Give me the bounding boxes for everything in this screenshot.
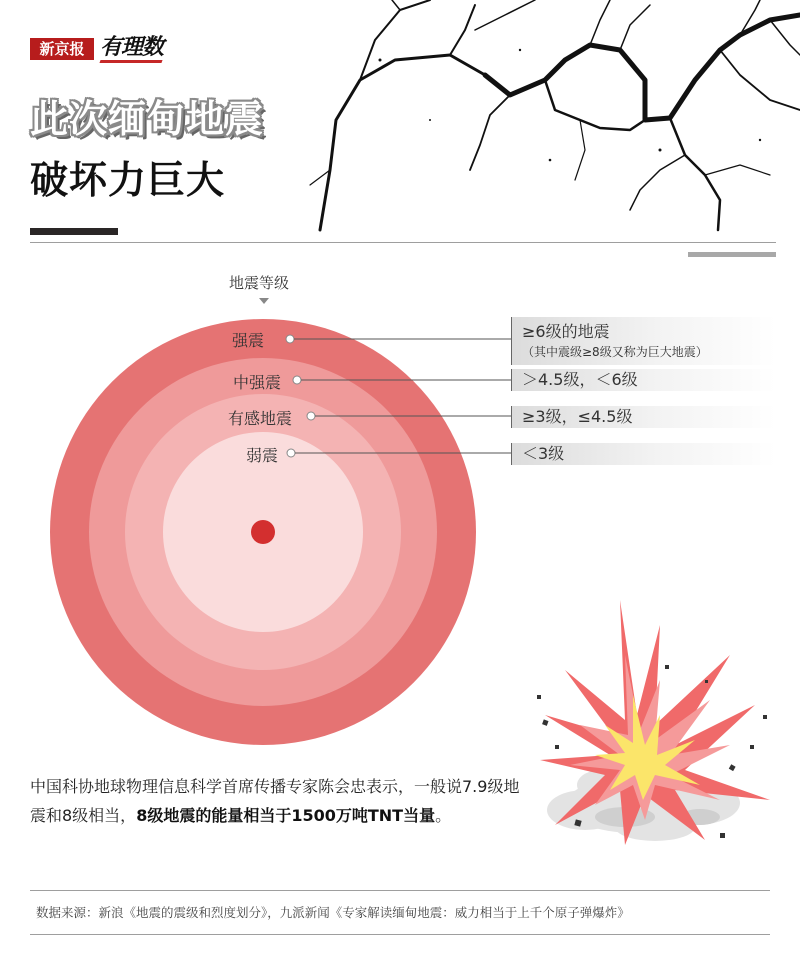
brand-logo: 新京报: [30, 38, 94, 60]
crack-illustration: [300, 0, 800, 235]
title-line-1: 此次缅甸地震: [30, 97, 265, 141]
brand-column: 有理数: [100, 34, 164, 60]
down-arrow-icon: [259, 298, 269, 304]
range-strong-text: ≥6级的地震: [522, 322, 610, 341]
leader-lines: [290, 330, 520, 465]
footer-divider-top: [30, 890, 770, 891]
description-end: 。: [435, 806, 452, 825]
explosion-illustration: [525, 595, 780, 855]
level-name-mid: 中强震: [233, 373, 282, 392]
title-line-2: 破坏力巨大: [30, 158, 226, 202]
range-mid: ＞4.5级，＜6级: [511, 369, 776, 391]
level-name-weak: 弱震: [246, 446, 279, 465]
brand-underline: [99, 60, 162, 63]
epicenter-dot: [251, 520, 275, 544]
footer-divider-bottom: [30, 934, 770, 935]
level-name-felt: 有感地震: [228, 409, 293, 428]
divider-accent: [688, 252, 776, 257]
data-source: 数据来源：新浪《地震的震级和烈度划分》，九派新闻《专家解读缅甸地震：威力相当于上千个原子弹爆炸》: [36, 905, 630, 920]
divider-line: [30, 242, 776, 243]
level-name-strong: 强震: [232, 331, 265, 350]
range-strong-note: （其中震级≥8级又称为巨大地震）: [522, 345, 708, 359]
magnitude-label: 地震等级: [229, 274, 290, 292]
description-normal: 中国科协地球物理信息科学首席传播专家陈会忠表示，一般说7.9级地震和8级相当，: [30, 777, 520, 825]
title-accent-bar: [30, 228, 118, 235]
range-weak: ＜3级: [511, 443, 776, 465]
range-strong: [511, 317, 776, 365]
range-felt: ≥3级，≤4.5级: [511, 406, 776, 428]
description-text: [30, 772, 530, 830]
description-bold: 8级地震的能量相当于1500万吨TNT当量: [136, 806, 436, 825]
